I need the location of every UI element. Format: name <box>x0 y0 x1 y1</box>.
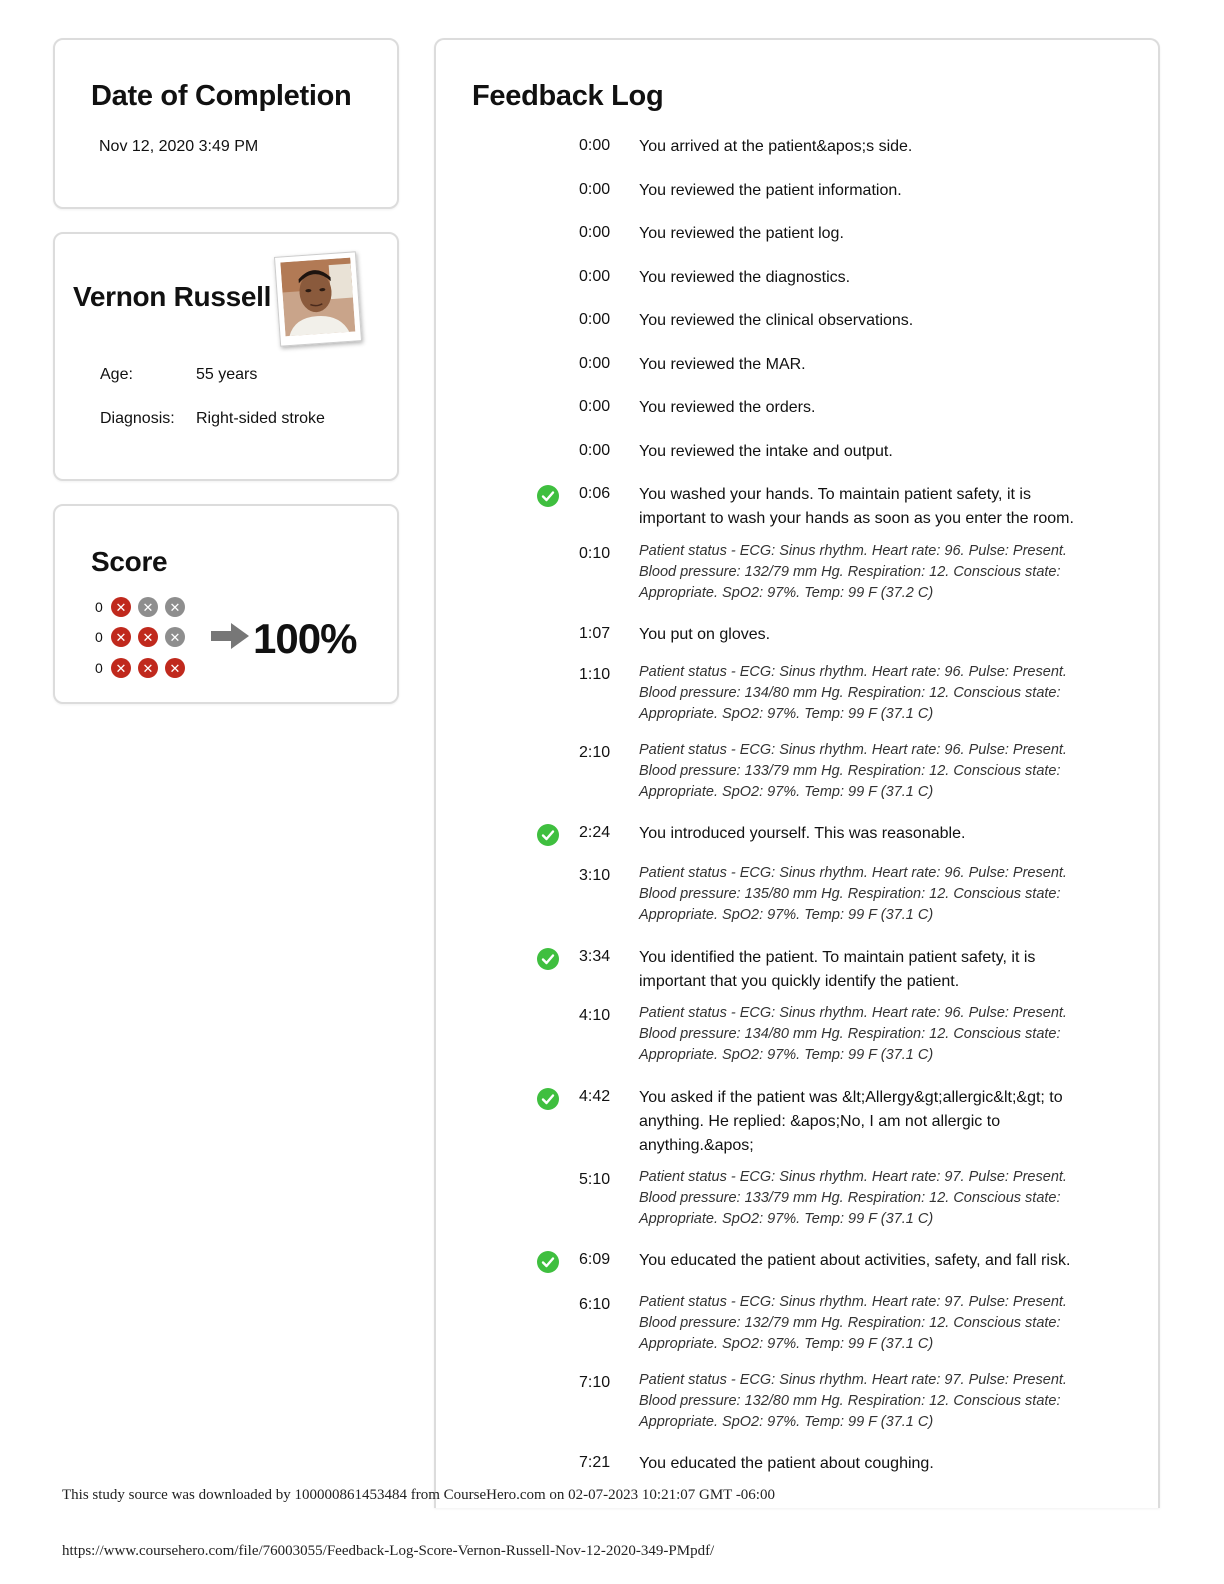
log-entry-time: 6:09 <box>579 1251 611 1268</box>
log-entry-patient-status: Patient status - ECG: Sinus rhythm. Heart rate: 97. Pulse: Present. Blood pressure: 132/80 mm Hg. Respiration: 12. Conscious state: Appropriate. SpO2: 97%. Temp: 99 F (37.1 C) <box>639 1372 1067 1430</box>
date-of-completion-card <box>53 38 399 209</box>
log-entry-time: 6:10 <box>579 1296 611 1313</box>
age-value: 55 years <box>196 366 258 383</box>
arrow-right-icon <box>211 623 249 649</box>
log-entry-time: 0:00 <box>579 268 611 285</box>
date-of-completion-title: Date of Completion <box>91 80 352 112</box>
log-entry-patient-status: Patient status - ECG: Sinus rhythm. Heart rate: 96. Pulse: Present. Blood pressure: 133/79 mm Hg. Respiration: 12. Conscious state: Appropriate. SpO2: 97%. Temp: 99 F (37.1 C) <box>639 742 1067 800</box>
log-entry-time: 0:10 <box>579 545 611 562</box>
log-entry-text: You reviewed the patient information. <box>639 182 902 199</box>
source-url: https://www.coursehero.com/file/76003055/Feedback-Log-Score-Vernon-Russell-Nov-12-2020-349-PMpdf/ <box>62 1543 715 1559</box>
x-circle-icon: ✕ <box>165 658 185 678</box>
log-entry-time: 7:21 <box>579 1454 611 1471</box>
diagnosis-label: Diagnosis: <box>100 410 175 427</box>
log-entry-time: 5:10 <box>579 1171 611 1188</box>
completion-date-value: Nov 12, 2020 3:49 PM <box>99 138 259 155</box>
log-entry-patient-status: Patient status - ECG: Sinus rhythm. Heart rate: 96. Pulse: Present. Blood pressure: 135/80 mm Hg. Respiration: 12. Conscious state: Appropriate. SpO2: 97%. Temp: 99 F (37.1 C) <box>639 865 1067 923</box>
patient-photo <box>274 251 362 347</box>
check-circle-icon <box>537 485 559 507</box>
log-entry-time: 0:00 <box>579 355 611 372</box>
x-circle-icon: ✕ <box>138 658 158 678</box>
log-entry-text: You reviewed the diagnostics. <box>639 269 851 286</box>
log-entry-patient-status: Patient status - ECG: Sinus rhythm. Heart rate: 96. Pulse: Present. Blood pressure: 134/80 mm Hg. Respiration: 12. Conscious state: Appropriate. SpO2: 97%. Temp: 99 F (37.1 C) <box>639 664 1067 722</box>
log-entry-text: You asked if the patient was &lt;Allergy&gt;allergic&lt;&gt; to anything. He replied: &apos;No, I am not allergic to anything.&apos; <box>639 1089 1063 1154</box>
patient-name: Vernon Russell <box>73 281 272 312</box>
log-entry-text: You washed your hands. To maintain patient safety, it is important to wash your hands as soon as you enter the room. <box>639 486 1074 527</box>
feedback-log-card <box>434 38 1160 1508</box>
log-entry-time: 7:10 <box>579 1374 611 1391</box>
log-entry-time: 4:42 <box>579 1088 611 1105</box>
log-entry-text: You reviewed the MAR. <box>639 356 806 373</box>
score-row <box>95 596 192 618</box>
log-entry-time: 0:00 <box>579 224 611 241</box>
check-circle-icon <box>537 1088 559 1110</box>
log-entry-text: You educated the patient about activities, safety, and fall risk. <box>639 1252 1071 1269</box>
log-entry-text: You introduced yourself. This was reasonable. <box>639 825 966 842</box>
log-entry-text: You put on gloves. <box>639 626 771 643</box>
score-row <box>95 657 192 679</box>
log-entry-text: You educated the patient about coughing. <box>639 1455 934 1472</box>
score-card <box>53 504 399 704</box>
x-circle-icon: ✕ <box>138 627 158 647</box>
patient-portrait-icon <box>280 258 355 337</box>
log-entry-time: 2:10 <box>579 744 611 761</box>
log-entry-text: You reviewed the orders. <box>639 399 816 416</box>
score-row-count: 0 <box>95 599 103 615</box>
log-entry-time: 3:10 <box>579 867 611 884</box>
diagnosis-value: Right-sided stroke <box>196 410 325 427</box>
log-entry-text: You reviewed the clinical observations. <box>639 312 914 329</box>
log-entry-text: You reviewed the patient log. <box>639 225 844 242</box>
log-entry-text: You reviewed the intake and output. <box>639 443 893 460</box>
x-circle-icon: ✕ <box>111 658 131 678</box>
check-circle-icon <box>537 948 559 970</box>
log-entry-patient-status: Patient status - ECG: Sinus rhythm. Heart rate: 96. Pulse: Present. Blood pressure: 132/79 mm Hg. Respiration: 12. Conscious state: Appropriate. SpO2: 97%. Temp: 99 F (37.2 C) <box>639 543 1067 601</box>
log-entry-time: 3:34 <box>579 948 611 965</box>
log-entry-time: 0:00 <box>579 311 611 328</box>
log-entry-time: 0:00 <box>579 442 611 459</box>
download-note: This study source was downloaded by 100000861453484 from CourseHero.com on 02-07-2023 10:21:07 GMT -06:00 <box>62 1487 775 1503</box>
log-entry-text: You arrived at the patient&apos;s side. <box>639 138 913 155</box>
score-row <box>95 626 192 648</box>
score-row-count: 0 <box>95 629 103 645</box>
log-entry-time: 2:24 <box>579 824 611 841</box>
log-entry-patient-status: Patient status - ECG: Sinus rhythm. Heart rate: 97. Pulse: Present. Blood pressure: 133/79 mm Hg. Respiration: 12. Conscious state: Appropriate. SpO2: 97%. Temp: 99 F (37.1 C) <box>639 1169 1067 1227</box>
age-label: Age: <box>100 366 133 383</box>
log-entry-time: 0:00 <box>579 398 611 415</box>
log-entry-text: You identified the patient. To maintain patient safety, it is important that you quickly identify the patient. <box>639 949 1036 990</box>
patient-card <box>53 232 399 481</box>
check-circle-icon <box>537 1251 559 1273</box>
x-circle-icon: ✕ <box>165 597 185 617</box>
log-entry-time: 0:06 <box>579 485 611 502</box>
feedback-log-title: Feedback Log <box>472 80 664 112</box>
score-percent: 100% <box>253 615 357 662</box>
log-entry-time: 0:00 <box>579 181 611 198</box>
x-circle-icon: ✕ <box>111 627 131 647</box>
log-entry-time: 0:00 <box>579 137 611 154</box>
x-circle-icon: ✕ <box>165 627 185 647</box>
x-circle-icon: ✕ <box>111 597 131 617</box>
log-entry-patient-status: Patient status - ECG: Sinus rhythm. Heart rate: 96. Pulse: Present. Blood pressure: 134/80 mm Hg. Respiration: 12. Conscious state: Appropriate. SpO2: 97%. Temp: 99 F (37.1 C) <box>639 1005 1067 1063</box>
score-row-count: 0 <box>95 660 103 676</box>
check-circle-icon <box>537 824 559 846</box>
x-circle-icon: ✕ <box>138 597 158 617</box>
log-entry-time: 1:10 <box>579 666 611 683</box>
log-entry-time: 4:10 <box>579 1007 611 1024</box>
log-entry-patient-status: Patient status - ECG: Sinus rhythm. Heart rate: 97. Pulse: Present. Blood pressure: 132/79 mm Hg. Respiration: 12. Conscious state: Appropriate. SpO2: 97%. Temp: 99 F (37.1 C) <box>639 1294 1067 1352</box>
log-entry-time: 1:07 <box>579 625 611 642</box>
score-title: Score <box>91 546 168 577</box>
